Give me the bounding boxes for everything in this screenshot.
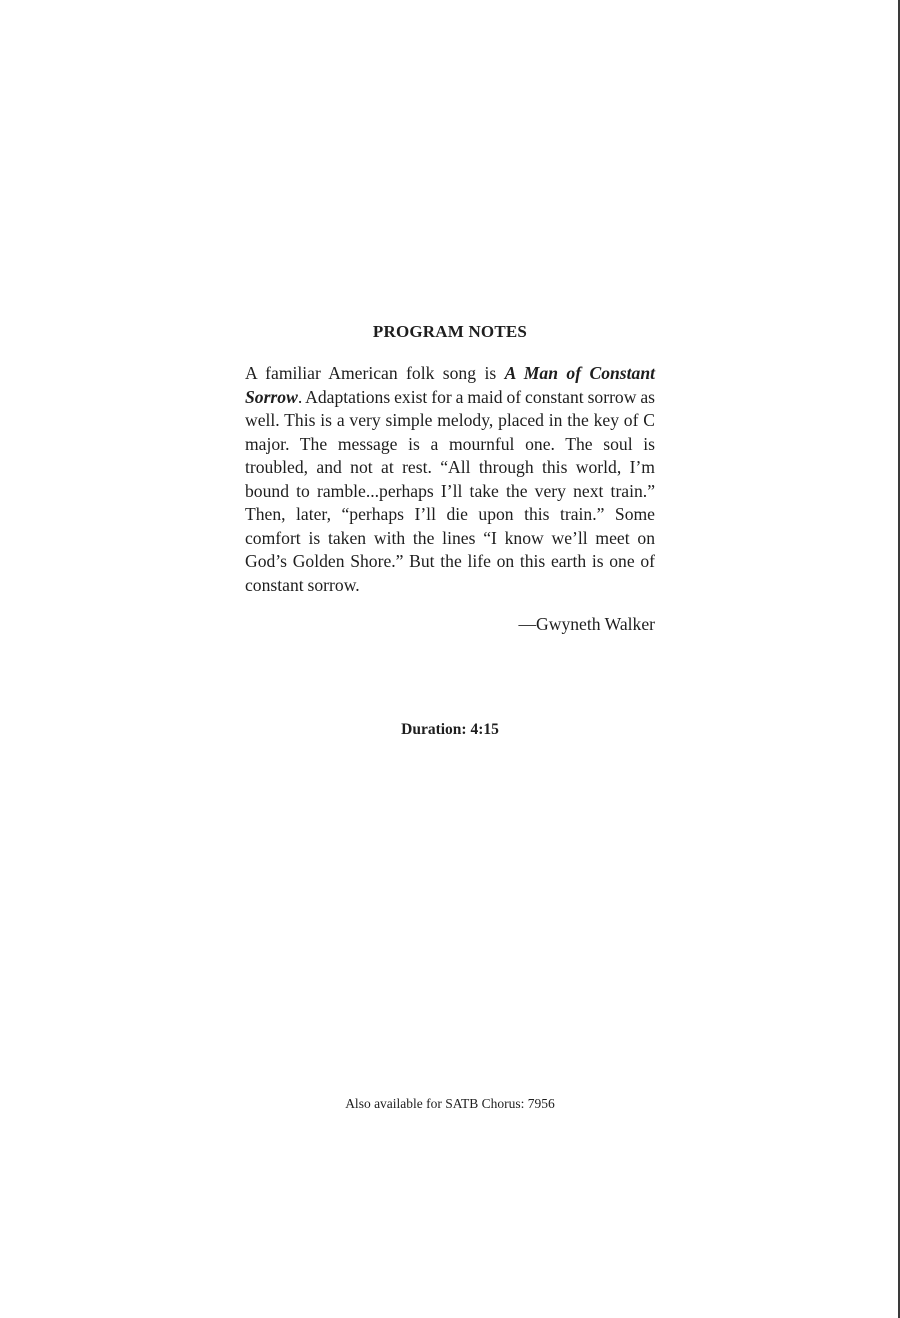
availability-note: Also available for SATB Chorus: 7956 [345,1096,555,1111]
notes-body-text: . Adaptations exist for a maid of constant sorrow as well. This is a very simple melody, placed in the key of C major. The message is a mournful one. The soul is troubled, and not at rest. “All through this world, I’m bound to ramble...perhaps I’ll take the very next train.” Then, later, “perhaps I’ll die upon this train.” Some comfort is taken with the lines “I know we’ll meet on God’s Golden Shore.” But the life on this earth is one of constant sorrow. [245,386,655,595]
notes-lead-text: A familiar American folk song is [245,363,505,383]
author-signature: —Gwyneth Walker [518,614,655,634]
song-title: A Man of Constant Sorrow [245,363,655,407]
page-title: PROGRAM NOTES [372,322,528,341]
program-notes-paragraph [245,362,655,597]
duration-label: Duration: 4:15 [401,721,499,738]
